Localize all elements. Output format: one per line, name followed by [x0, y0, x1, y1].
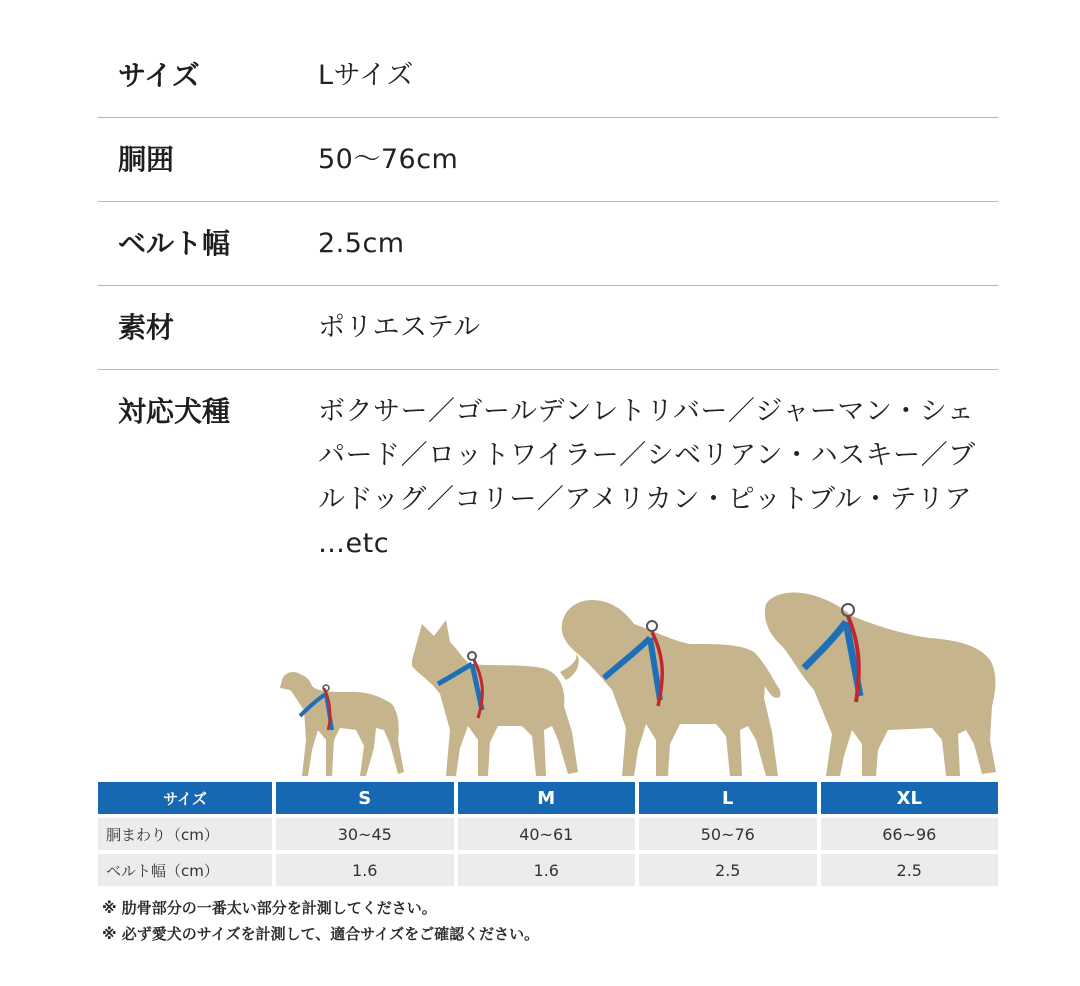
table-row [98, 818, 998, 850]
table-cell: 2.5 [821, 854, 999, 886]
dog-illustration-l [562, 600, 781, 776]
header-cell: XL [821, 782, 999, 814]
table-cell: 30~45 [276, 818, 454, 850]
table-cell: 50~76 [639, 818, 817, 850]
header-cell: S [276, 782, 454, 814]
size-chart-header-row [98, 782, 998, 814]
spec-label: ベルト幅 [118, 227, 231, 260]
footnote-check-size: ※ 必ず愛犬のサイズを計測して、適合サイズをご確認ください。 [102, 925, 540, 943]
dog-illustration-xl [765, 592, 996, 776]
table-cell: 66~96 [821, 818, 999, 850]
table-cell: 1.6 [458, 854, 636, 886]
spec-table [98, 34, 998, 566]
spec-row-girth [98, 118, 998, 202]
spec-row-size [98, 34, 998, 118]
spec-row-material [98, 286, 998, 370]
header-cell: L [639, 782, 817, 814]
row-label-cell: 胴まわり（cm） [98, 818, 272, 850]
spec-value: Lサイズ [318, 60, 414, 91]
dog-size-illustration [260, 580, 1000, 785]
spec-value: ボクサー／ゴールデンレトリバー／ジャーマン・シェパード／ロットワイラー／シベリアン・ハスキー／ブルドッグ／コリー／アメリカン・ピットブル・テリア …etc [318, 396, 976, 559]
spec-label: サイズ [118, 59, 200, 92]
footnote-measure-rib: ※ 肋骨部分の一番太い部分を計測してください。 [102, 899, 437, 917]
size-chart-table [98, 782, 998, 890]
dog-illustration-s [280, 672, 404, 776]
spec-value: ポリエステル [318, 312, 481, 343]
table-cell: 2.5 [639, 854, 817, 886]
spec-label: 素材 [118, 311, 175, 344]
table-row [98, 854, 998, 886]
spec-label: 対応犬種 [118, 395, 231, 428]
table-cell: 40~61 [458, 818, 636, 850]
header-cell: サイズ [98, 782, 272, 814]
spec-value: 50〜76cm [318, 144, 459, 175]
footnotes [102, 895, 539, 947]
dog-illustration-m [412, 620, 579, 776]
row-label-cell: ベルト幅（cm） [98, 854, 272, 886]
header-cell: M [458, 782, 636, 814]
table-cell: 1.6 [276, 854, 454, 886]
spec-label: 胴囲 [118, 143, 175, 176]
spec-row-belt-width [98, 202, 998, 286]
spec-value: 2.5cm [318, 228, 405, 259]
spec-row-breeds [98, 370, 998, 566]
